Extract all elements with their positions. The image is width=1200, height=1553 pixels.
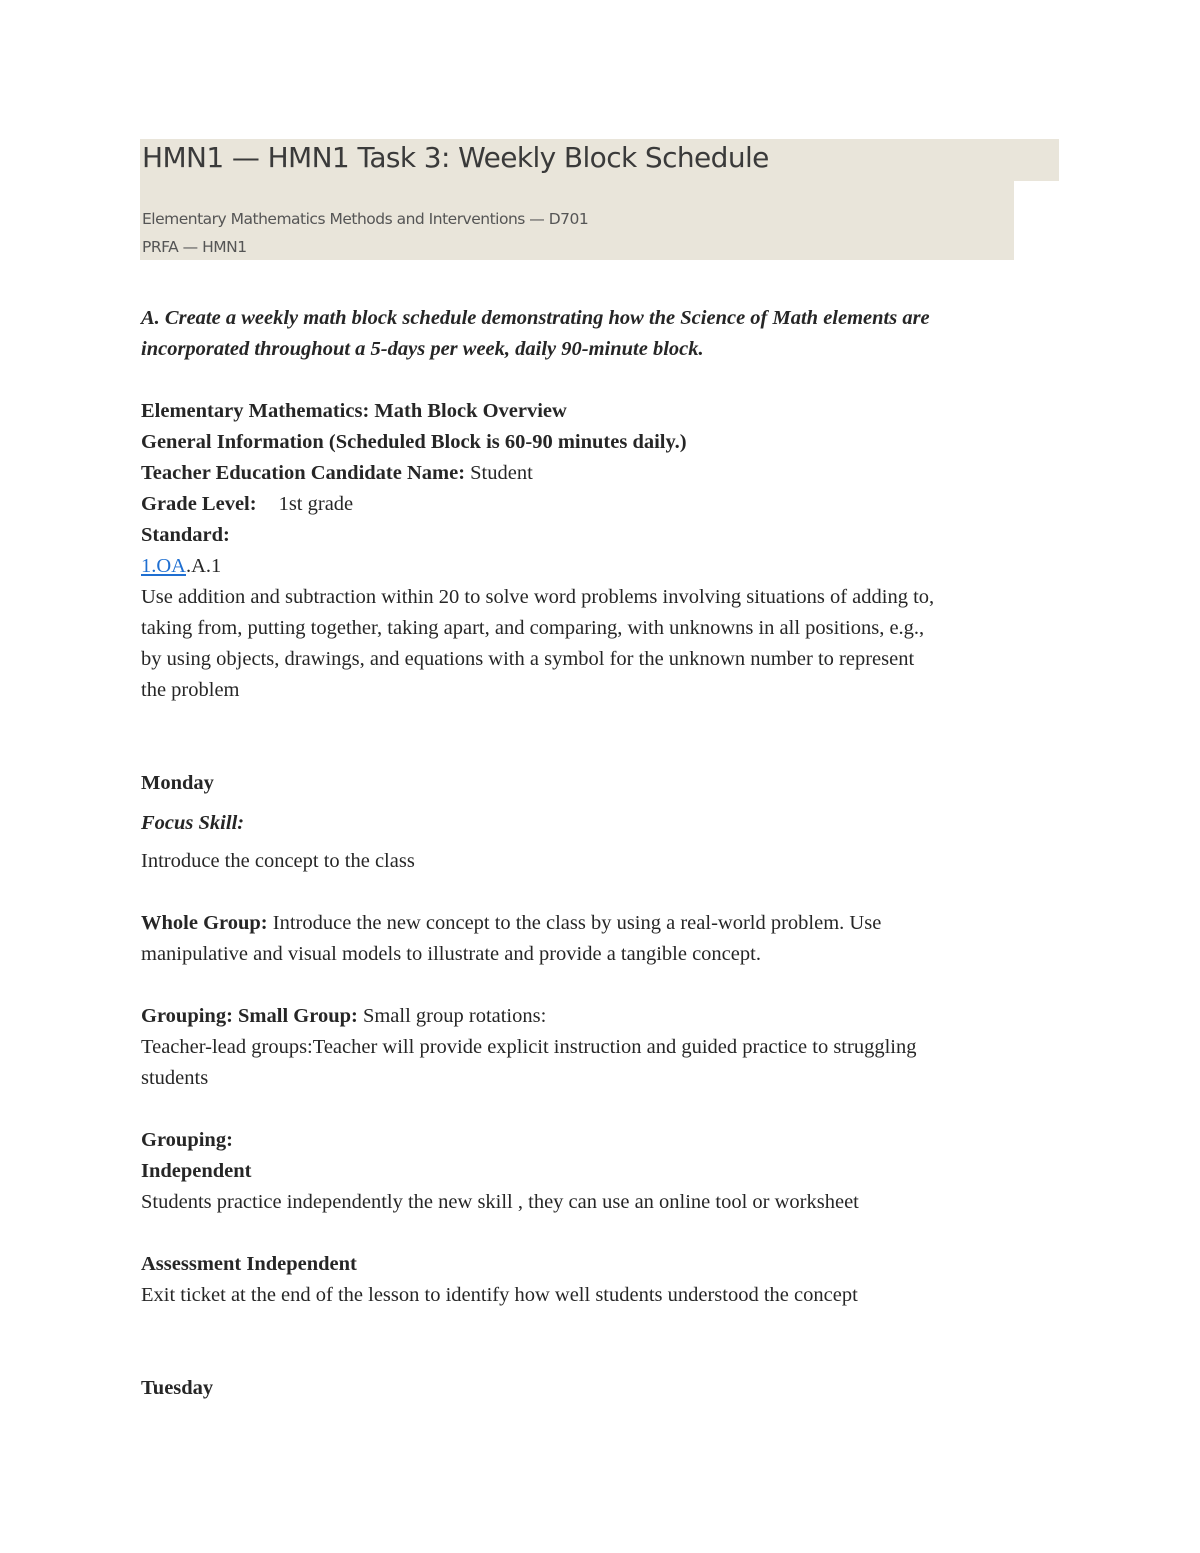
whole-group-label: Whole Group: [141, 912, 268, 934]
course-code: PRFA — HMN1 [142, 238, 247, 256]
assessment-text: Exit ticket at the end of the lesson to identify how well students understood the concept [141, 1284, 858, 1306]
standard-link[interactable]: 1.OA [141, 555, 186, 577]
course-name: Elementary Mathematics Methods and Interventions — D701 [142, 210, 589, 228]
focus-skill-text: Introduce the concept to the class [141, 850, 415, 872]
grade-line [141, 492, 353, 516]
grade-value: 1st grade [278, 493, 354, 515]
standard-text-line: Use addition and subtraction within 20 to solve word problems involving situations of adding to, [141, 586, 935, 608]
prompt-line-1: A. Create a weekly math block schedule demonstrating how the Science of Math elements are [141, 307, 930, 329]
candidate-label: Teacher Education Candidate Name: [141, 462, 466, 484]
independent-text: Students practice independently the new skill , they can use an online tool or worksheet [141, 1191, 859, 1213]
grade-label: Grade Level: [141, 493, 257, 515]
small-group-line-3: students [141, 1067, 209, 1089]
document-title: HMN1 — HMN1 Task 3: Weekly Block Schedule [142, 141, 769, 174]
standard-text-line: by using objects, drawings, and equations with a symbol for the unknown number to represent [141, 648, 915, 670]
independent-label: Independent [141, 1160, 252, 1182]
tuesday-heading: Tuesday [141, 1377, 214, 1399]
monday-heading: Monday [141, 772, 214, 794]
candidate-value: Student [465, 462, 533, 484]
small-group-text: Small group rotations: [357, 1005, 547, 1027]
standard-suffix: .A.1 [185, 555, 222, 577]
small-group-line-2: Teacher-lead groups:Teacher will provide explicit instruction and guided practice to struggling [141, 1036, 917, 1058]
standard-code [141, 554, 221, 578]
whole-group-text: Introduce the new concept to the class by using a real-world problem. Use [267, 912, 882, 934]
grouping-label: Grouping: [141, 1129, 233, 1151]
overview-heading: Elementary Mathematics: Math Block Overview [141, 400, 567, 422]
focus-skill-label: Focus Skill: [141, 812, 245, 834]
small-group-line-1 [141, 1004, 546, 1028]
title-banner [140, 139, 1059, 181]
standard-label: Standard: [141, 524, 230, 546]
standard-text-line: the problem [141, 679, 240, 701]
candidate-line [141, 461, 533, 485]
subtitle-banner [140, 181, 1014, 260]
prompt-line-2: incorporated throughout a 5-days per week, daily 90-minute block. [141, 338, 704, 360]
standard-text-line: taking from, putting together, taking apart, and comparing, with unknowns in all positions, e.g., [141, 617, 925, 639]
assessment-label: Assessment Independent [141, 1253, 357, 1275]
general-info: General Information (Scheduled Block is 60-90 minutes daily.) [141, 431, 687, 453]
whole-group-line-2: manipulative and visual models to illustrate and provide a tangible concept. [141, 943, 761, 965]
whole-group-line-1 [141, 911, 881, 935]
small-group-label: Grouping: Small Group: [141, 1005, 358, 1027]
